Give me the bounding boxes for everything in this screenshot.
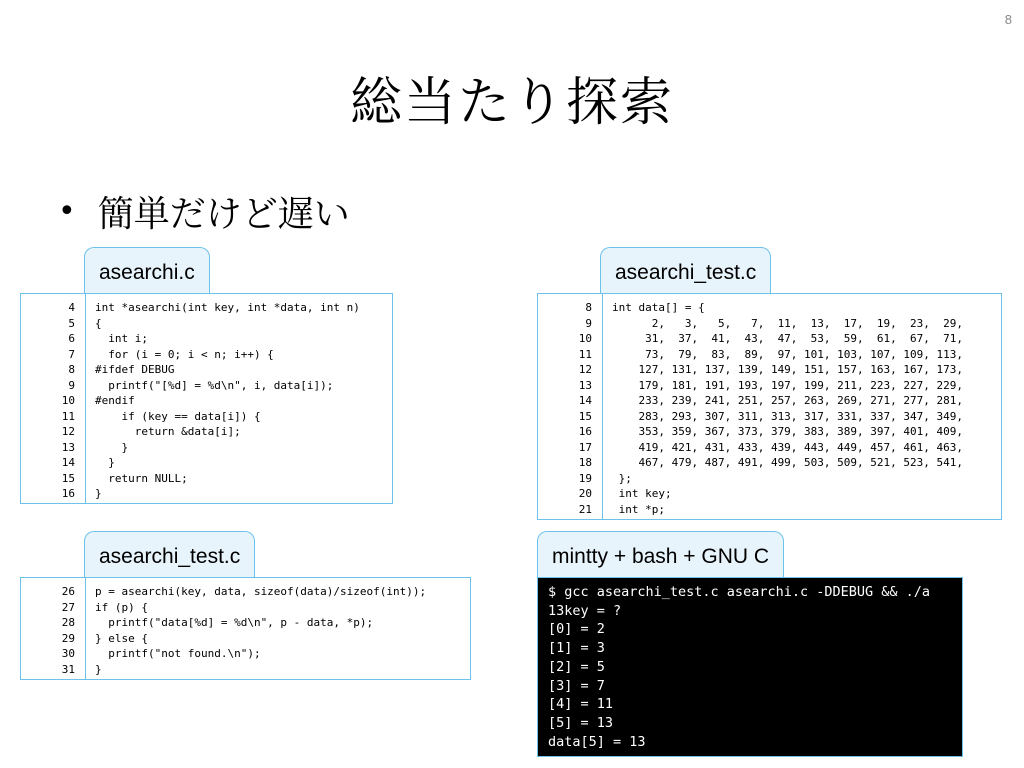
code-line: 31, 37, 41, 43, 47, 53, 59, 61, 67, 71, bbox=[612, 332, 963, 345]
code-line: int i; bbox=[95, 332, 148, 345]
asearchi-c-tab: asearchi.c bbox=[84, 247, 210, 293]
asearchi-test-c-code-box-top bbox=[537, 293, 1002, 520]
code-line: 179, 181, 191, 193, 197, 199, 211, 223, 227, 229, bbox=[612, 378, 963, 392]
code-line: 353, 359, 367, 373, 379, 383, 389, 397, 401, 409, bbox=[612, 425, 963, 438]
code-text bbox=[86, 294, 368, 503]
code-line: 73, 79, 83, 89, 97, 101, 103, 107, 109, 113, bbox=[612, 347, 963, 361]
code-line: }; bbox=[612, 471, 632, 485]
code-line: 10 bbox=[61, 394, 75, 407]
code-line: } bbox=[95, 440, 129, 454]
code-line: 4 bbox=[68, 301, 75, 314]
code-line: 7 bbox=[68, 347, 75, 361]
page-number: 8 bbox=[1004, 12, 1012, 27]
code-line: 127, 131, 137, 139, 149, 151, 157, 163, 167, 173, bbox=[612, 363, 963, 376]
code-line: 8 bbox=[585, 301, 592, 314]
code-line: 12 bbox=[61, 425, 75, 438]
code-text bbox=[603, 294, 971, 519]
code-line: 28 bbox=[61, 616, 75, 629]
code-line: 14 bbox=[61, 456, 75, 469]
code-line: p = asearchi(key, data, sizeof(data)/sizeof(int)); bbox=[95, 585, 427, 598]
code-line: 15 bbox=[578, 409, 592, 423]
code-line: 10 bbox=[578, 332, 592, 345]
code-line: if (key == data[i]) { bbox=[95, 409, 261, 423]
asearchi-c-code-box bbox=[20, 293, 393, 504]
code-line: 8 bbox=[68, 363, 75, 376]
code-line: } bbox=[95, 487, 102, 500]
code-line: $ gcc asearchi_test.c asearchi.c -DDEBUG && ./a bbox=[548, 584, 931, 600]
code-line: [0] = 2 bbox=[548, 621, 605, 638]
code-line: [1] = 3 bbox=[548, 640, 605, 657]
code-line: [4] = 11 bbox=[548, 696, 614, 713]
code-line: 13key = ? bbox=[548, 602, 622, 619]
code-line: 19 bbox=[578, 471, 592, 485]
slide-title: 総当たり探索 bbox=[349, 73, 674, 133]
asearchi-test-c-code-box-bottom bbox=[20, 577, 471, 680]
bullet-item bbox=[58, 186, 350, 237]
code-line: 21 bbox=[578, 502, 592, 516]
code-line: 14 bbox=[578, 394, 592, 407]
code-line: 283, 293, 307, 311, 313, 317, 331, 337, 347, 349, bbox=[612, 409, 963, 423]
code-line: int *p; bbox=[612, 502, 665, 516]
code-line: 9 bbox=[585, 316, 592, 330]
code-line: 12 bbox=[578, 363, 592, 376]
code-line: 18 bbox=[578, 456, 592, 469]
asearchi-test-c-tab-top: asearchi_test.c bbox=[600, 247, 771, 293]
code-line: } bbox=[95, 456, 115, 469]
code-line: return &data[i]; bbox=[95, 425, 241, 438]
code-line: 31 bbox=[61, 662, 75, 676]
code-line: 419, 421, 431, 433, 439, 443, 449, 457, 461, 463, bbox=[612, 440, 963, 454]
code-line: 13 bbox=[578, 378, 592, 392]
code-line: 27 bbox=[61, 600, 75, 614]
asearchi-test-c-tab-bottom: asearchi_test.c bbox=[84, 531, 255, 577]
code-line: return NULL; bbox=[95, 471, 188, 485]
code-line: [3] = 7 bbox=[548, 677, 605, 694]
code-line: 16 bbox=[61, 487, 75, 500]
code-line: for (i = 0; i < n; i++) { bbox=[95, 347, 274, 361]
code-line: printf("not found.\n"); bbox=[95, 647, 261, 660]
code-line: 233, 239, 241, 251, 257, 263, 269, 271, 277, 281, bbox=[612, 394, 963, 407]
code-line: 29 bbox=[61, 631, 75, 645]
code-line: data[5] = 13 bbox=[548, 733, 646, 750]
code-line: printf("[%d] = %d\n", i, data[i]); bbox=[95, 378, 334, 392]
code-line: 13 bbox=[61, 440, 75, 454]
bullet-dot: • bbox=[58, 194, 76, 229]
code-line: if (p) { bbox=[95, 600, 148, 614]
line-numbers bbox=[21, 578, 86, 679]
code-line: #endif bbox=[95, 394, 135, 407]
code-line: 16 bbox=[578, 425, 592, 438]
line-numbers bbox=[538, 294, 603, 519]
code-line: 15 bbox=[61, 471, 75, 485]
code-line: [5] = 13 bbox=[548, 714, 614, 731]
bullet-text: 簡単だけど遅い bbox=[97, 194, 350, 235]
code-line: 26 bbox=[61, 585, 75, 598]
terminal-tab: mintty + bash + GNU C bbox=[537, 531, 784, 577]
code-line: 2, 3, 5, 7, 11, 13, 17, 19, 23, 29, bbox=[612, 316, 963, 330]
code-line: 6 bbox=[68, 332, 75, 345]
code-line: int *asearchi(int key, int *data, int n) bbox=[95, 301, 360, 314]
code-line: 30 bbox=[61, 647, 75, 660]
code-line: } bbox=[95, 662, 102, 676]
code-line: 17 bbox=[578, 440, 592, 454]
code-line: 5 bbox=[68, 316, 75, 330]
code-line: int data[] = { bbox=[612, 301, 705, 314]
code-line: { bbox=[95, 316, 102, 330]
code-line: 467, 479, 487, 491, 499, 503, 509, 521, 523, 541, bbox=[612, 456, 963, 469]
terminal-output bbox=[537, 577, 963, 757]
code-line: [2] = 5 bbox=[548, 658, 605, 675]
code-line: 11 bbox=[61, 409, 75, 423]
code-text bbox=[86, 578, 434, 679]
code-line: 20 bbox=[578, 487, 592, 500]
code-line: 9 bbox=[68, 378, 75, 392]
code-line: printf("data[%d] = %d\n", p - data, *p); bbox=[95, 616, 374, 629]
code-line: #ifdef DEBUG bbox=[95, 363, 175, 376]
code-line: 11 bbox=[578, 347, 592, 361]
code-line: } else { bbox=[95, 631, 148, 645]
code-line: int key; bbox=[612, 487, 672, 500]
line-numbers bbox=[21, 294, 86, 503]
